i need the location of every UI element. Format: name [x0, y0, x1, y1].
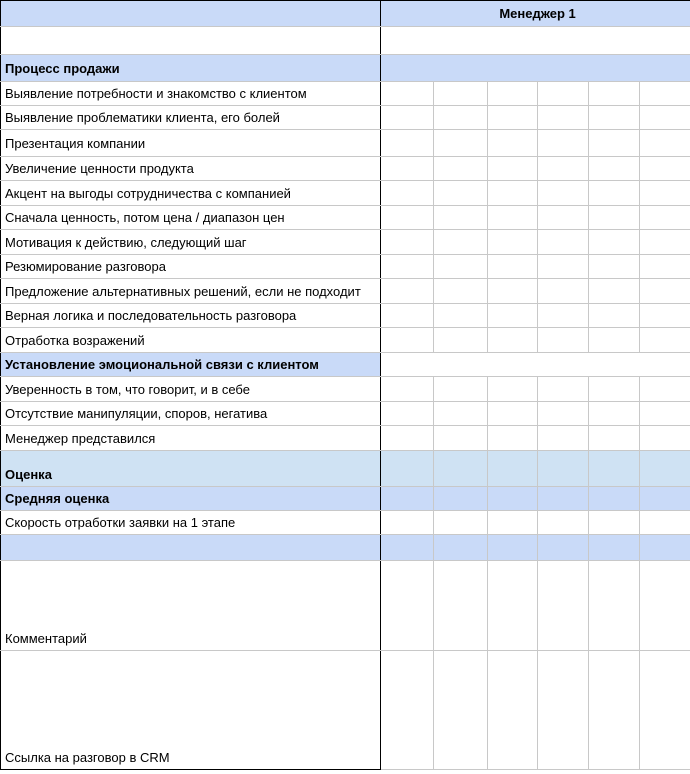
score-cell[interactable] — [538, 451, 589, 487]
score-cell[interactable] — [381, 328, 434, 353]
score-cell[interactable] — [381, 377, 434, 402]
score-cell[interactable] — [640, 82, 690, 106]
score-cell[interactable] — [538, 130, 589, 157]
score-cell[interactable] — [640, 402, 690, 426]
score-cell[interactable] — [640, 206, 690, 230]
score-cell[interactable] — [538, 106, 589, 130]
empty-row-cell[interactable] — [381, 27, 690, 55]
score-cell[interactable] — [589, 130, 640, 157]
row-label[interactable]: Акцент на выгоды сотрудничества с компанией — [1, 181, 381, 206]
row-label[interactable]: Отсутствие манипуляции, споров, негатива — [1, 402, 381, 426]
score-cell[interactable] — [488, 511, 538, 535]
score-cell[interactable] — [381, 487, 434, 511]
table-row — [1, 279, 690, 304]
score-cell[interactable] — [381, 157, 434, 181]
score-cell[interactable] — [434, 511, 488, 535]
score-cell[interactable] — [589, 535, 640, 561]
table-row — [1, 426, 690, 451]
table-row — [1, 255, 690, 279]
score-cell[interactable] — [538, 279, 589, 304]
table-row — [1, 511, 690, 535]
score-cell[interactable] — [589, 157, 640, 181]
score-cell[interactable] — [488, 451, 538, 487]
score-cell[interactable] — [589, 279, 640, 304]
score-cell[interactable] — [589, 328, 640, 353]
score-cell[interactable] — [538, 328, 589, 353]
score-cell[interactable] — [538, 511, 589, 535]
score-cell[interactable] — [538, 255, 589, 279]
score-cell[interactable] — [640, 451, 690, 487]
header-label-cell[interactable] — [1, 1, 381, 27]
score-cell[interactable] — [538, 206, 589, 230]
score-cell[interactable] — [434, 106, 488, 130]
score-cell[interactable] — [381, 230, 434, 255]
row-label[interactable]: Уверенность в том, что говорит, и в себе — [1, 377, 381, 402]
score-cell[interactable] — [434, 451, 488, 487]
score-cell[interactable] — [488, 426, 538, 451]
table-row — [1, 181, 690, 206]
score-cell[interactable] — [488, 82, 538, 106]
score-cell[interactable] — [488, 181, 538, 206]
score-cell[interactable] — [640, 304, 690, 328]
score-cell[interactable] — [434, 426, 488, 451]
section-sales-process[interactable]: Процесс продажи — [1, 55, 381, 82]
score-cell[interactable] — [589, 487, 640, 511]
score-cell[interactable] — [589, 206, 640, 230]
score-cell[interactable] — [434, 255, 488, 279]
score-cell[interactable] — [434, 279, 488, 304]
score-cell[interactable] — [381, 511, 434, 535]
table-row — [1, 377, 690, 402]
section-emotional-connection-cell[interactable] — [381, 353, 690, 377]
comment-cell[interactable] — [589, 561, 640, 651]
row-label[interactable]: Презентация компании — [1, 130, 381, 157]
row-label[interactable]: Выявление проблематики клиента, его болей — [1, 106, 381, 130]
row-label[interactable]: Мотивация к действию, следующий шаг — [1, 230, 381, 255]
section-average-score[interactable]: Средняя оценка — [1, 487, 381, 511]
comment-cell[interactable] — [434, 561, 488, 651]
score-cell[interactable] — [538, 402, 589, 426]
crm-link-cell[interactable] — [640, 651, 690, 770]
score-cell[interactable] — [434, 206, 488, 230]
score-cell[interactable] — [434, 230, 488, 255]
score-cell[interactable] — [488, 255, 538, 279]
score-cell[interactable] — [640, 426, 690, 451]
score-cell[interactable] — [381, 451, 434, 487]
score-cell[interactable] — [640, 106, 690, 130]
score-cell[interactable] — [589, 230, 640, 255]
score-cell[interactable] — [381, 206, 434, 230]
score-cell[interactable] — [434, 535, 488, 561]
crm-link-cell[interactable] — [381, 651, 434, 770]
score-cell[interactable] — [589, 377, 640, 402]
score-cell[interactable] — [381, 255, 434, 279]
row-label-crm-link[interactable]: Ссылка на разговор в CRM — [1, 651, 381, 770]
score-cell[interactable] — [434, 130, 488, 157]
score-cell[interactable] — [488, 535, 538, 561]
score-cell[interactable] — [589, 426, 640, 451]
section-sales-process-cell[interactable] — [381, 55, 690, 82]
score-cell[interactable] — [640, 181, 690, 206]
score-cell[interactable] — [434, 157, 488, 181]
row-label[interactable]: Резюмирование разговора — [1, 255, 381, 279]
crm-link-cell[interactable] — [538, 651, 589, 770]
score-cell[interactable] — [488, 130, 538, 157]
row-label[interactable]: Сначала ценность, потом цена / диапазон цен — [1, 206, 381, 230]
score-cell[interactable] — [538, 157, 589, 181]
score-cell[interactable] — [589, 82, 640, 106]
score-cell[interactable] — [640, 487, 690, 511]
comment-cell[interactable] — [640, 561, 690, 651]
score-cell[interactable] — [381, 402, 434, 426]
row-label[interactable]: Предложение альтернативных решений, если не подходит — [1, 279, 381, 304]
score-cell[interactable] — [488, 230, 538, 255]
score-cell[interactable] — [434, 304, 488, 328]
section-score[interactable]: Оценка — [1, 451, 381, 487]
score-cell[interactable] — [488, 328, 538, 353]
score-cell[interactable] — [640, 157, 690, 181]
score-cell[interactable] — [640, 511, 690, 535]
score-cell[interactable] — [589, 451, 640, 487]
score-cell[interactable] — [434, 328, 488, 353]
score-cell[interactable] — [381, 535, 434, 561]
row-label[interactable]: Скорость отработки заявки на 1 этапе — [1, 511, 381, 535]
score-cell[interactable] — [538, 487, 589, 511]
score-cell[interactable] — [538, 304, 589, 328]
score-cell[interactable] — [381, 106, 434, 130]
score-cell[interactable] — [434, 487, 488, 511]
score-cell[interactable] — [640, 535, 690, 561]
score-cell[interactable] — [589, 181, 640, 206]
score-cell[interactable] — [488, 106, 538, 130]
score-cell[interactable] — [589, 511, 640, 535]
row-label[interactable]: Верная логика и последовательность разговора — [1, 304, 381, 328]
score-cell[interactable] — [488, 377, 538, 402]
score-cell[interactable] — [381, 82, 434, 106]
score-cell[interactable] — [589, 304, 640, 328]
comment-cell[interactable] — [381, 561, 434, 651]
score-cell[interactable] — [640, 328, 690, 353]
crm-link-cell[interactable] — [589, 651, 640, 770]
score-cell[interactable] — [640, 377, 690, 402]
row-label[interactable]: Увеличение ценности продукта — [1, 157, 381, 181]
table-row — [1, 328, 690, 353]
table-row — [1, 402, 690, 426]
score-cell[interactable] — [381, 279, 434, 304]
score-cell[interactable] — [434, 377, 488, 402]
row-label[interactable]: Менеджер представился — [1, 426, 381, 451]
comment-cell[interactable] — [488, 561, 538, 651]
score-cell[interactable] — [538, 82, 589, 106]
score-cell[interactable] — [640, 279, 690, 304]
row-label-comment[interactable]: Комментарий — [1, 561, 381, 651]
crm-link-cell[interactable] — [434, 651, 488, 770]
manager-1-header[interactable]: Менеджер 1 — [381, 1, 690, 27]
score-cell[interactable] — [381, 304, 434, 328]
table-row — [1, 304, 690, 328]
score-cell[interactable] — [488, 402, 538, 426]
table-row — [1, 106, 690, 130]
table-row — [1, 82, 690, 106]
score-cell[interactable] — [381, 426, 434, 451]
score-cell[interactable] — [538, 426, 589, 451]
empty-row-label[interactable] — [1, 27, 381, 55]
score-cell[interactable] — [488, 279, 538, 304]
score-cell[interactable] — [381, 181, 434, 206]
table-row — [1, 206, 690, 230]
score-cell[interactable] — [589, 255, 640, 279]
score-cell[interactable] — [488, 206, 538, 230]
score-cell[interactable] — [434, 82, 488, 106]
score-cell[interactable] — [589, 106, 640, 130]
score-cell[interactable] — [538, 377, 589, 402]
table-row — [1, 130, 690, 157]
score-cell[interactable] — [488, 157, 538, 181]
section-emotional-connection[interactable]: Установление эмоциональной связи с клиентом — [1, 353, 381, 377]
comment-cell[interactable] — [538, 561, 589, 651]
row-label[interactable]: Выявление потребности и знакомство с клиентом — [1, 82, 381, 106]
score-cell[interactable] — [640, 255, 690, 279]
score-cell[interactable] — [640, 230, 690, 255]
score-cell[interactable] — [538, 535, 589, 561]
score-cell[interactable] — [538, 181, 589, 206]
table-row — [1, 230, 690, 255]
table-row — [1, 157, 690, 181]
score-cell[interactable] — [488, 304, 538, 328]
crm-link-cell[interactable] — [488, 651, 538, 770]
row-label[interactable]: Отработка возражений — [1, 328, 381, 353]
score-cell[interactable] — [434, 402, 488, 426]
score-cell[interactable] — [434, 181, 488, 206]
score-cell[interactable] — [488, 487, 538, 511]
score-cell[interactable] — [381, 130, 434, 157]
score-cell[interactable] — [589, 402, 640, 426]
score-cell[interactable] — [640, 130, 690, 157]
blank-blue-row[interactable] — [1, 535, 381, 561]
score-cell[interactable] — [538, 230, 589, 255]
